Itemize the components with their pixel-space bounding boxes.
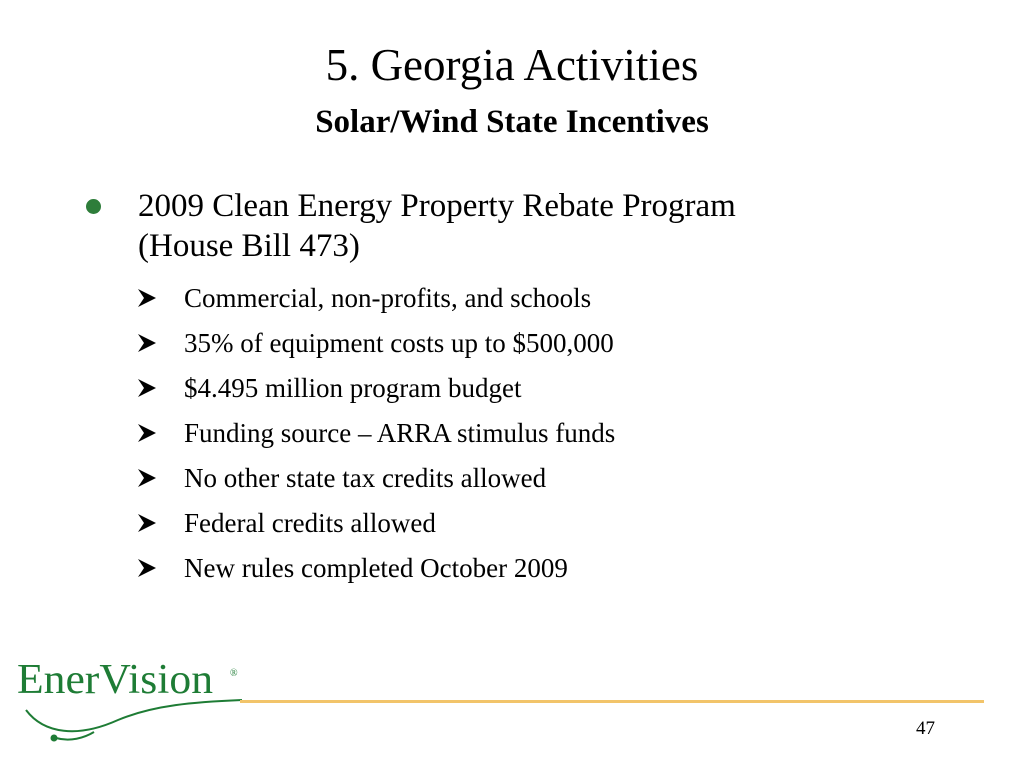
arrowhead-icon <box>136 288 158 308</box>
arrowhead-icon <box>136 468 158 488</box>
arrowhead-icon <box>136 333 158 353</box>
sub-bullet-text: Funding source – ARRA stimulus funds <box>184 418 616 448</box>
sub-bullet-item <box>132 278 932 323</box>
arrowhead-icon <box>136 513 158 533</box>
registered-mark: ® <box>230 668 238 679</box>
sub-bullet-text: Commercial, non-profits, and schools <box>184 283 592 313</box>
sub-bullet-item <box>132 503 932 548</box>
logo-swoosh-tail-icon <box>56 732 94 740</box>
sub-bullet-text: Federal credits allowed <box>184 508 436 538</box>
slide-subtitle: Solar/Wind State Incentives <box>315 104 709 140</box>
main-bullet <box>86 186 946 266</box>
sub-bullet-text: No other state tax credits allowed <box>184 463 547 493</box>
sub-bullet-text: $4.495 million program budget <box>184 373 522 403</box>
footer-rule <box>240 700 984 703</box>
logo-wordmark: EnerVision <box>17 657 213 703</box>
sub-bullet-text: New rules completed October 2009 <box>184 553 568 583</box>
sub-bullet-list <box>132 278 932 593</box>
sub-bullet-text: 35% of equipment costs up to $500,000 <box>184 328 614 358</box>
arrowhead-icon <box>136 423 158 443</box>
main-bullet-row <box>86 186 946 266</box>
sub-bullet-item <box>132 368 932 413</box>
arrowhead-icon <box>136 558 158 578</box>
main-bullet-line-1: 2009 Clean Energy Property Rebate Program <box>138 188 736 224</box>
enervision-logo <box>14 650 244 750</box>
sub-bullet-item <box>132 548 932 593</box>
main-bullet-line-2: (House Bill 473) <box>138 228 360 264</box>
bullet-dot-icon <box>86 199 101 214</box>
sub-bullet-item <box>132 413 932 458</box>
sub-bullet-item <box>132 323 932 368</box>
arrowhead-icon <box>136 378 158 398</box>
slide-title: 5. Georgia Activities <box>325 40 699 90</box>
page-number: 47 <box>916 718 935 739</box>
sub-bullet-item <box>132 458 932 503</box>
logo-swoosh-icon <box>26 700 242 731</box>
logo-dot-icon <box>51 735 58 742</box>
